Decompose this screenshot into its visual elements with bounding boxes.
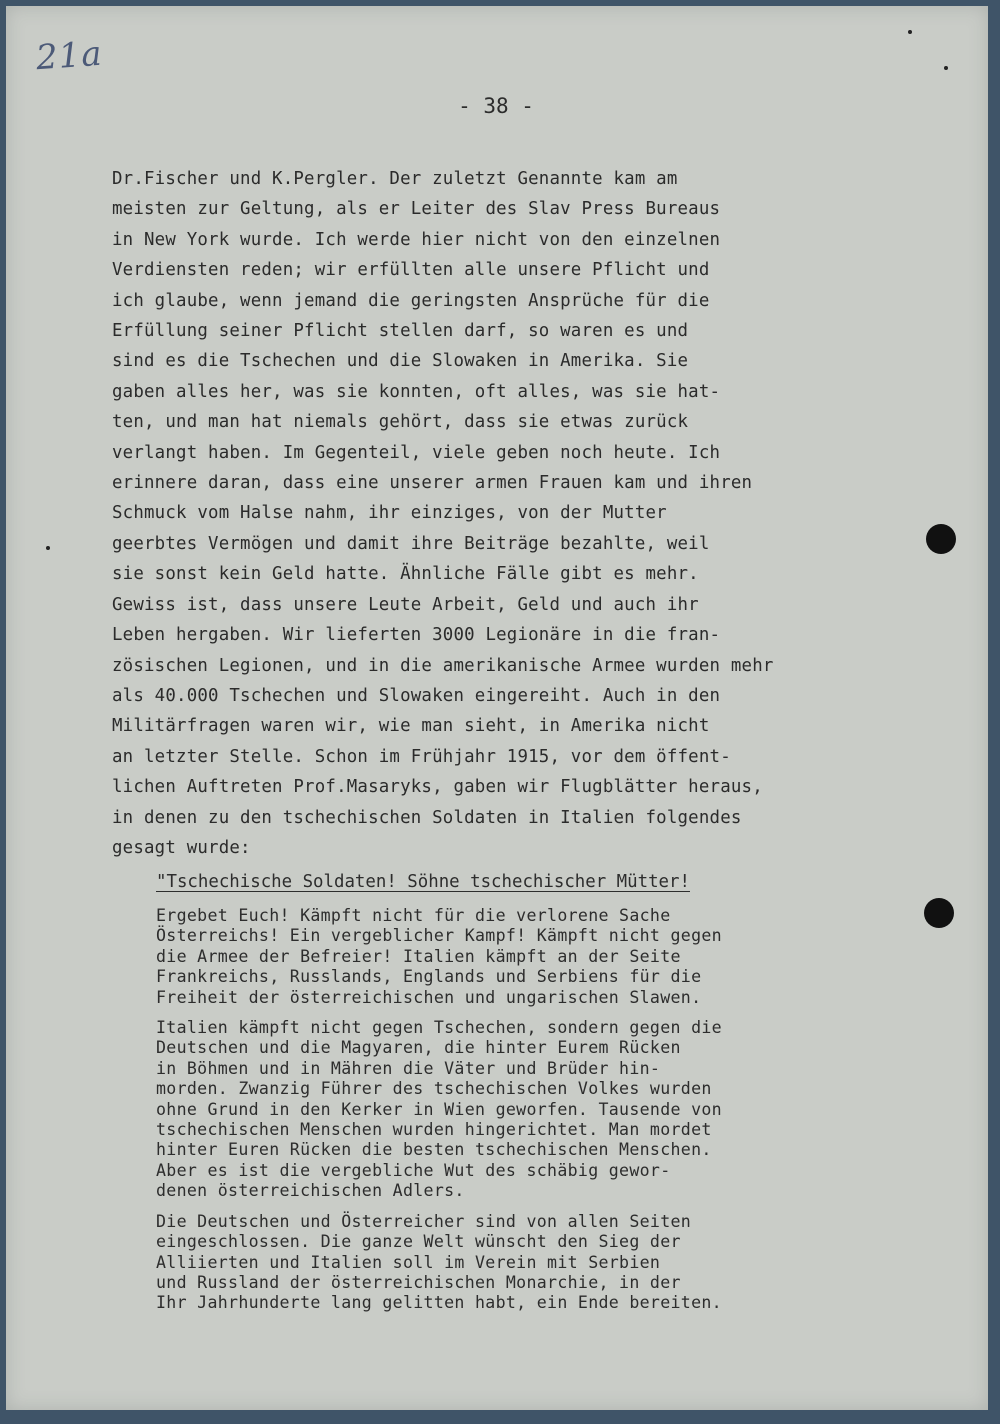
body-line: sie sonst kein Geld hatte. Ähnliche Fälle gibt es mehr.	[112, 564, 699, 585]
quote-line: und Russland der österreichischen Monarchie, in der	[156, 1272, 681, 1292]
quote-line: denen österreichischen Adlers.	[156, 1181, 465, 1201]
body-line: geerbtes Vermögen und damit ihre Beiträge bezahlte, weil	[112, 533, 710, 554]
body-line: gesagt wurde:	[112, 837, 251, 858]
quote-line: Ergebet Euch! Kämpft nicht für die verlorene Sache	[156, 906, 671, 925]
body-line: an letzter Stelle. Schon im Frühjahr 1915, vor dem öffent-	[112, 746, 731, 767]
quote-line: die Armee der Befreier! Italien kämpft an der Seite	[156, 946, 681, 966]
quote-paragraph	[156, 1018, 856, 1202]
quote-line: eingeschlossen. Die ganze Welt wünscht den Sieg der	[156, 1232, 681, 1252]
handwritten-annotation: 21a	[34, 33, 104, 79]
page-number: - 38 -	[458, 94, 534, 118]
quote-line: Italien kämpft nicht gegen Tschechen, sondern gegen die	[156, 1018, 722, 1038]
body-line: Erfüllung seiner Pflicht stellen darf, so waren es und	[112, 321, 689, 342]
body-line: Militärfragen waren wir, wie man sieht, in Amerika nicht	[112, 716, 710, 737]
quote-line: hinter Euren Rücken die besten tschechischen Menschen.	[156, 1140, 712, 1160]
quote-heading: "Tschechische Soldaten! Söhne tschechischer Mütter!	[156, 872, 690, 892]
body-line: in New York wurde. Ich werde hier nicht von den einzelnen	[112, 229, 721, 250]
quote-paragraph	[156, 906, 856, 1008]
leaflet-quote	[156, 868, 856, 1324]
quote-line: ohne Grund in den Kerker in Wien geworfen. Tausende von	[156, 1099, 722, 1119]
body-line: verlangt haben. Im Gegenteil, viele geben noch heute. Ich	[112, 442, 721, 463]
body-line: meisten zur Geltung, als er Leiter des Slav Press Bureaus	[112, 199, 721, 220]
body-line: gaben alles her, was sie konnten, oft alles, was sie hat-	[112, 381, 721, 402]
body-line: Dr.Fischer und K.Pergler. Der zuletzt Genannte kam am	[112, 169, 678, 189]
punch-hole	[924, 898, 954, 928]
quote-paragraph	[156, 1212, 856, 1314]
quote-line: morden. Zwanzig Führer des tschechischen Volkes wurden	[156, 1079, 712, 1099]
ink-speck	[46, 546, 50, 550]
ink-speck	[944, 66, 948, 70]
punch-hole	[926, 524, 956, 554]
quote-line: Die Deutschen und Österreicher sind von allen Seiten	[156, 1211, 692, 1231]
quote-line: Ihr Jahrhunderte lang gelitten habt, ein Ende bereiten.	[156, 1293, 722, 1313]
quote-line: Österreichs! Ein vergeblicher Kampf! Kämpft nicht gegen	[156, 926, 722, 946]
quote-line: tschechischen Menschen wurden hingerichtet. Man mordet	[156, 1120, 712, 1140]
body-line: ich glaube, wenn jemand die geringsten Ansprüche für die	[112, 290, 710, 311]
body-line: zösischen Legionen, und in die amerikanische Armee wurden mehr	[112, 655, 774, 676]
body-line: in denen zu den tschechischen Soldaten in Italien folgendes	[112, 807, 742, 828]
body-line: als 40.000 Tschechen und Slowaken eingereiht. Auch in den	[112, 685, 721, 706]
quote-line: Deutschen und die Magyaren, die hinter Eurem Rücken	[156, 1038, 681, 1058]
document-page	[6, 6, 988, 1410]
body-line: sind es die Tschechen und die Slowaken in Amerika. Sie	[112, 351, 689, 372]
body-line: erinnere daran, dass eine unserer armen Frauen kam und ihren	[112, 473, 753, 494]
quote-line: Aber es ist die vergebliche Wut des schäbig gewor-	[156, 1160, 671, 1180]
body-line: ten, und man hat niemals gehört, dass sie etwas zurück	[112, 412, 689, 433]
quote-line: Freiheit der österreichischen und ungarischen Slawen.	[156, 987, 702, 1007]
body-line: Gewiss ist, dass unsere Leute Arbeit, Geld und auch ihr	[112, 594, 699, 615]
quote-line: in Böhmen und in Mähren die Väter und Brüder hin-	[156, 1058, 661, 1078]
body-line: Verdiensten reden; wir erfüllten alle unsere Pflicht und	[112, 260, 710, 281]
ink-speck	[908, 30, 912, 34]
body-line: Schmuck vom Halse nahm, ihr einziges, von der Mutter	[112, 503, 667, 524]
quote-line: Frankreichs, Russlands, Englands und Serbiens für die	[156, 967, 702, 987]
body-text	[112, 164, 892, 863]
body-line: lichen Auftreten Prof.Masaryks, gaben wir Flugblätter heraus,	[112, 777, 763, 798]
quote-line: Alliierten und Italien soll im Verein mit Serbien	[156, 1252, 661, 1272]
body-line: Leben hergaben. Wir lieferten 3000 Legionäre in die fran-	[112, 625, 721, 646]
